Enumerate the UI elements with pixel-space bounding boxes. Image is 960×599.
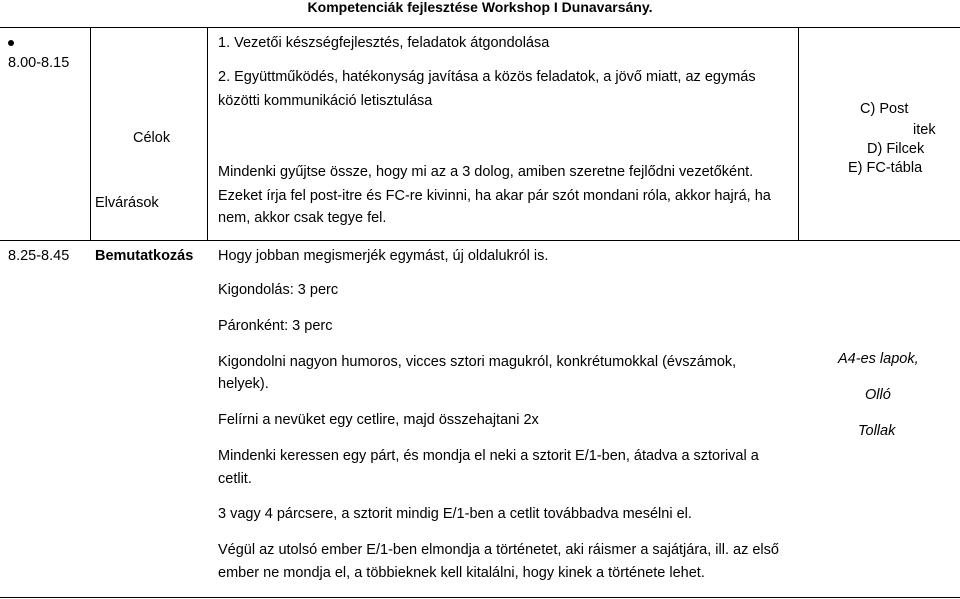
row1-expectation-line3: nem, akkor csak tegye fel. bbox=[218, 210, 387, 226]
row1-material-d: D) Filcek bbox=[867, 141, 925, 157]
table-border-top bbox=[0, 27, 960, 28]
row2-line-3: Páronként: 3 perc bbox=[218, 318, 333, 334]
row2-label: Bemutatkozás bbox=[95, 248, 194, 264]
row2-line-4: Kigondolni nagyon humoros, vicces sztori magukról, konkrétumokkal (évszámok, bbox=[218, 354, 737, 370]
table-col-divider-2 bbox=[207, 27, 208, 240]
table-border-bottom bbox=[0, 597, 960, 598]
row2-line-2: Kigondolás: 3 perc bbox=[218, 282, 339, 298]
row1-item-2-line2: közötti kommunikáció letisztulása bbox=[218, 93, 433, 109]
row1-expectation-line2: Ezeket írja fel post-itre és FC-re kivinni, ha akar pár szót mondani róla, akkor hajrá, ha bbox=[218, 188, 771, 204]
row2-line-11: ember ne mondja el, a többieknek kell kitalálni, hogy kinek a története lehet. bbox=[218, 565, 705, 581]
row2-time: 8.25-8.45 bbox=[8, 248, 70, 264]
row1-label-goals: Célok bbox=[133, 130, 171, 146]
row1-material-e: E) FC-tábla bbox=[848, 160, 923, 176]
row2-line-7: Mindenki keressen egy párt, és mondja el neki a sztorit E/1-ben, átadva a sztorival a bbox=[218, 448, 759, 464]
table-col-divider-1 bbox=[90, 27, 91, 240]
row1-expectation-line1: Mindenki gyűjtse össze, hogy mi az a 3 dolog, amiben szeretne fejlődni vezetőként. bbox=[218, 164, 754, 180]
row2-line-1: Hogy jobban megismerjék egymást, új oldalukról is. bbox=[218, 248, 549, 264]
row1-item-1: 1. Vezetői készségfejlesztés, feladatok átgondolása bbox=[218, 35, 550, 51]
row1-time: 8.00-8.15 bbox=[8, 55, 70, 71]
row2-line-5: helyek). bbox=[218, 376, 269, 392]
row1-material-c-line1: C) Post bbox=[860, 101, 909, 117]
row2-material-2: Olló bbox=[865, 387, 891, 403]
row2-line-6: Felírni a nevüket egy cetlire, majd összehajtani 2x bbox=[218, 412, 539, 428]
row2-material-3: Tollak bbox=[858, 423, 896, 439]
row1-material-c-line2: itek bbox=[913, 122, 936, 138]
table-col-divider-3 bbox=[798, 27, 799, 240]
page-title: Kompetenciák fejlesztése Workshop I Dunavarsány. bbox=[307, 0, 653, 15]
row2-line-10: Végül az utolsó ember E/1-ben elmondja a történetet, aki ráismer a sajátjára, ill. az első bbox=[218, 542, 779, 558]
row2-material-1: A4-es lapok, bbox=[838, 351, 919, 367]
bullet-icon bbox=[8, 40, 14, 46]
row1-label-expectations: Elvárások bbox=[95, 195, 159, 211]
row1-item-2-line1: 2. Együttműködés, hatékonyság javítása a közös feladatok, a jövő miatt, az egymás bbox=[218, 69, 756, 85]
row2-line-8: cetlit. bbox=[218, 471, 252, 487]
row2-line-9: 3 vagy 4 párcsere, a sztorit mindig E/1-ben a cetlit továbbadva mesélni el. bbox=[218, 506, 692, 522]
table-row-divider bbox=[0, 240, 960, 241]
